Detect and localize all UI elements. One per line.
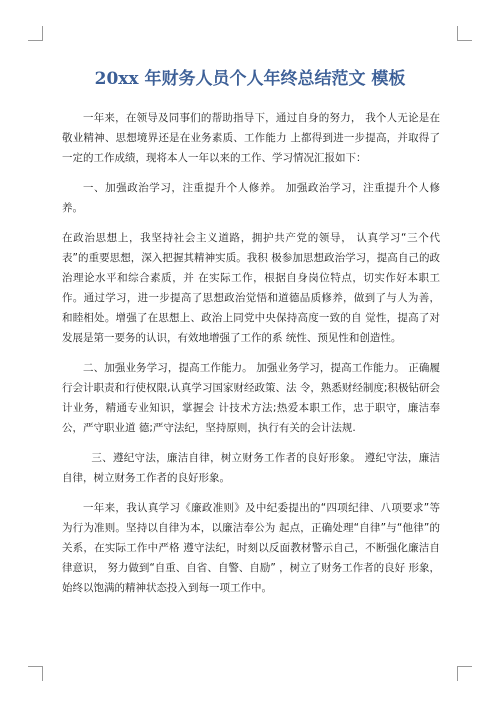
section-3-heading: 三、遵纪守法，廉洁自律，树立财务工作者的良好形象。 遵纪守法，廉洁自律，树立财务工作者的良好形象。 bbox=[62, 452, 440, 484]
section-3-body: 一年来，我认真学习《廉政准则》及中纪委提出的“四项纪律、八项要求”等为行为准则。坚持以自律为本，以廉洁奉公为 起点，正确处理“自律”与“他律”的关系，在实际工作中严格 遵守法纪，时刻以反面教材警示自己，不断强化廉洁自律意识， 努力做到“自重、自省、自警、自励” ，树立了财务工作者的良好 形象，始终以饱满的精神状态投入到每一项工作中。 bbox=[62, 502, 440, 594]
document-body bbox=[62, 108, 440, 608]
page-corner-mark-bottom-left bbox=[28, 666, 43, 681]
document-title: 20xx 年财务人员个人年终总结范文 模板 bbox=[94, 69, 406, 89]
section-1-body: 在政治思想上，我坚持社会主义道路，拥护共产党的领导， 认真学习“三个代表”的重要思想，深入把握其精神实质。我积 极参加思想政治学习，提高自己的政治理论水平和综合素质，并 在实际工作，根据自身岗位特点，切实作好本职工作。通过学习，进一步提高了思想政治觉悟和道德品质修养，做到了与人为善， 和睦相处。增强了在思想上、政治上同党中央保持高度一致的自 觉性，提高了对发展是第一要务的认识，有效地增强了工作的系 统性、预见性和创造性。 bbox=[62, 232, 440, 344]
page-corner-mark-top-left bbox=[28, 26, 43, 41]
page-corner-mark-bottom-right bbox=[457, 666, 472, 681]
section-1-heading: 一、加强政治学习，注重提升个人修养。 加强政治学习，注重提升个人修养。 bbox=[62, 182, 440, 214]
page-corner-mark-top-right bbox=[457, 26, 472, 41]
section-2-paragraph: 二、加强业务学习，提高工作能力。 加强业务学习，提高工作能力。 正确履行会计职责和行使权限,认真学习国家财经政策、法 令，熟悉财经制度;积极钻研会计业务，精通专业知识，掌握会 计技术方法;热爱本职工作，忠于职守，廉洁奉公，严守职业道 德;严守法纪，坚持原则，执行有关的会计法规. bbox=[62, 362, 440, 434]
intro-paragraph: 一年来，在领导及同事们的帮助指导下，通过自身的努力， 我个人无论是在敬业精神、思想境界还是在业务素质、工作能力 上都得到进一步提高，并取得了一定的工作成绩，现将本人一年以来的工作、学习情况汇报如下： bbox=[62, 112, 440, 164]
